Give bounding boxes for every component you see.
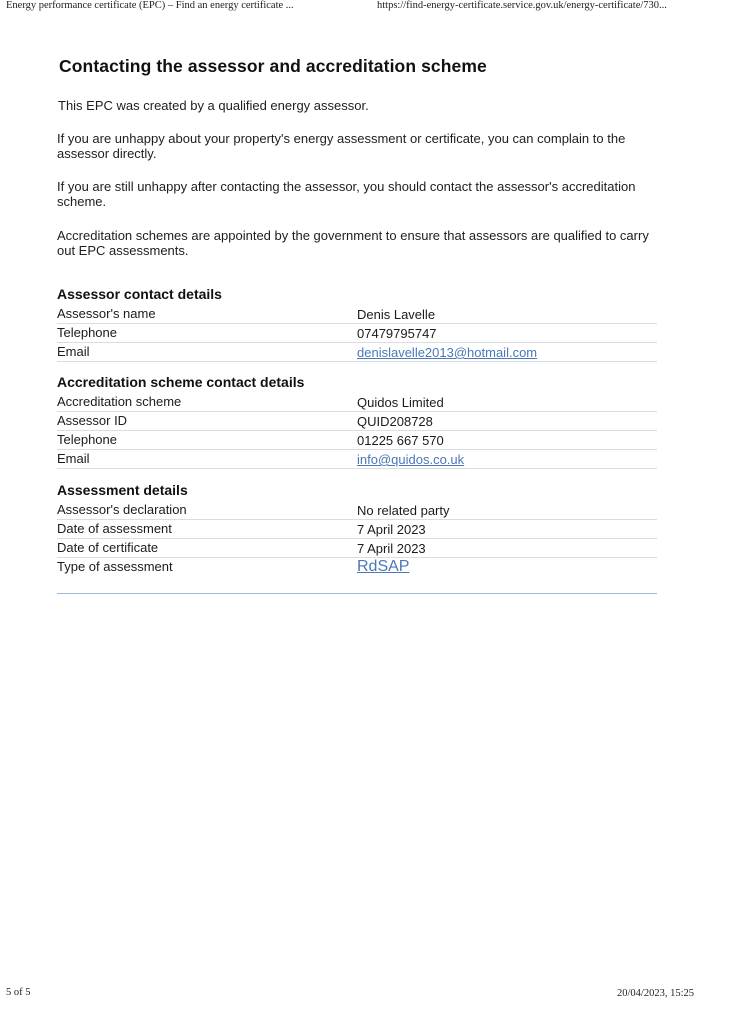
- print-header-url: https://find-energy-certificate.service.gov.uk/energy-certificate/730...: [377, 0, 667, 11]
- page-number: 5 of 5: [6, 987, 31, 998]
- row-label: Email: [57, 344, 90, 359]
- paragraph-schemes-appointed: Accreditation schemes are appointed by the government to ensure that assessors are qualified to carry out EPC assessments.: [57, 228, 649, 258]
- print-header: [0, 0, 741, 14]
- assessor-email-link[interactable]: denislavelle2013@hotmail.com: [357, 345, 538, 360]
- assessment-section-heading: Assessment details: [57, 482, 188, 498]
- row-value: 01225 667 570: [357, 433, 444, 448]
- page-content: [57, 56, 657, 575]
- table-row: [57, 342, 657, 362]
- row-label: Telephone: [57, 325, 117, 340]
- paragraph-assessor-qualified: This EPC was created by a qualified energy assessor.: [58, 98, 369, 113]
- rdsap-link[interactable]: RdSAP: [357, 558, 410, 575]
- row-value: 7 April 2023: [357, 522, 426, 537]
- row-value: QUID208728: [357, 414, 433, 429]
- row-label: Date of certificate: [57, 540, 159, 555]
- row-label: Assessor ID: [57, 413, 128, 428]
- paragraph-complain-assessor: If you are unhappy about your property's energy assessment or certificate, you can complain to the assessor directly.: [57, 131, 626, 161]
- table-row: [57, 449, 657, 469]
- table-row: [57, 304, 657, 324]
- paragraph-contact-scheme: If you are still unhappy after contacting the assessor, you should contact the assessor's accreditation scheme.: [57, 179, 636, 209]
- row-value: Denis Lavelle: [357, 307, 436, 322]
- assessor-section-heading: Assessor contact details: [57, 286, 222, 302]
- table-row: [57, 500, 657, 520]
- table-row: [57, 411, 657, 431]
- page-title: Contacting the assessor and accreditation scheme: [59, 56, 487, 76]
- row-value: No related party: [357, 503, 450, 518]
- row-label: Assessor's name: [57, 306, 156, 321]
- row-label: Date of assessment: [57, 521, 172, 536]
- row-value: 07479795747: [357, 326, 437, 341]
- section-divider: [57, 593, 657, 594]
- row-label: Telephone: [57, 432, 117, 447]
- table-row: [57, 538, 657, 558]
- accreditation-section-heading: Accreditation scheme contact details: [57, 374, 305, 390]
- table-row: [57, 519, 657, 539]
- row-value: Quidos Limited: [357, 395, 444, 410]
- row-label: Assessor's declaration: [57, 502, 187, 517]
- scheme-email-link[interactable]: info@quidos.co.uk: [357, 452, 465, 467]
- table-row: [57, 323, 657, 343]
- row-label: Type of assessment: [57, 559, 173, 574]
- table-row: [57, 430, 657, 450]
- table-row: [57, 392, 657, 412]
- row-label: Email: [57, 451, 90, 466]
- print-header-title: Energy performance certificate (EPC) – Find an energy certificate ...: [6, 0, 294, 11]
- table-row: [57, 557, 657, 576]
- row-label: Accreditation scheme: [57, 394, 182, 409]
- print-datetime: 20/04/2023, 15:25: [617, 988, 695, 999]
- row-value: 7 April 2023: [357, 541, 426, 556]
